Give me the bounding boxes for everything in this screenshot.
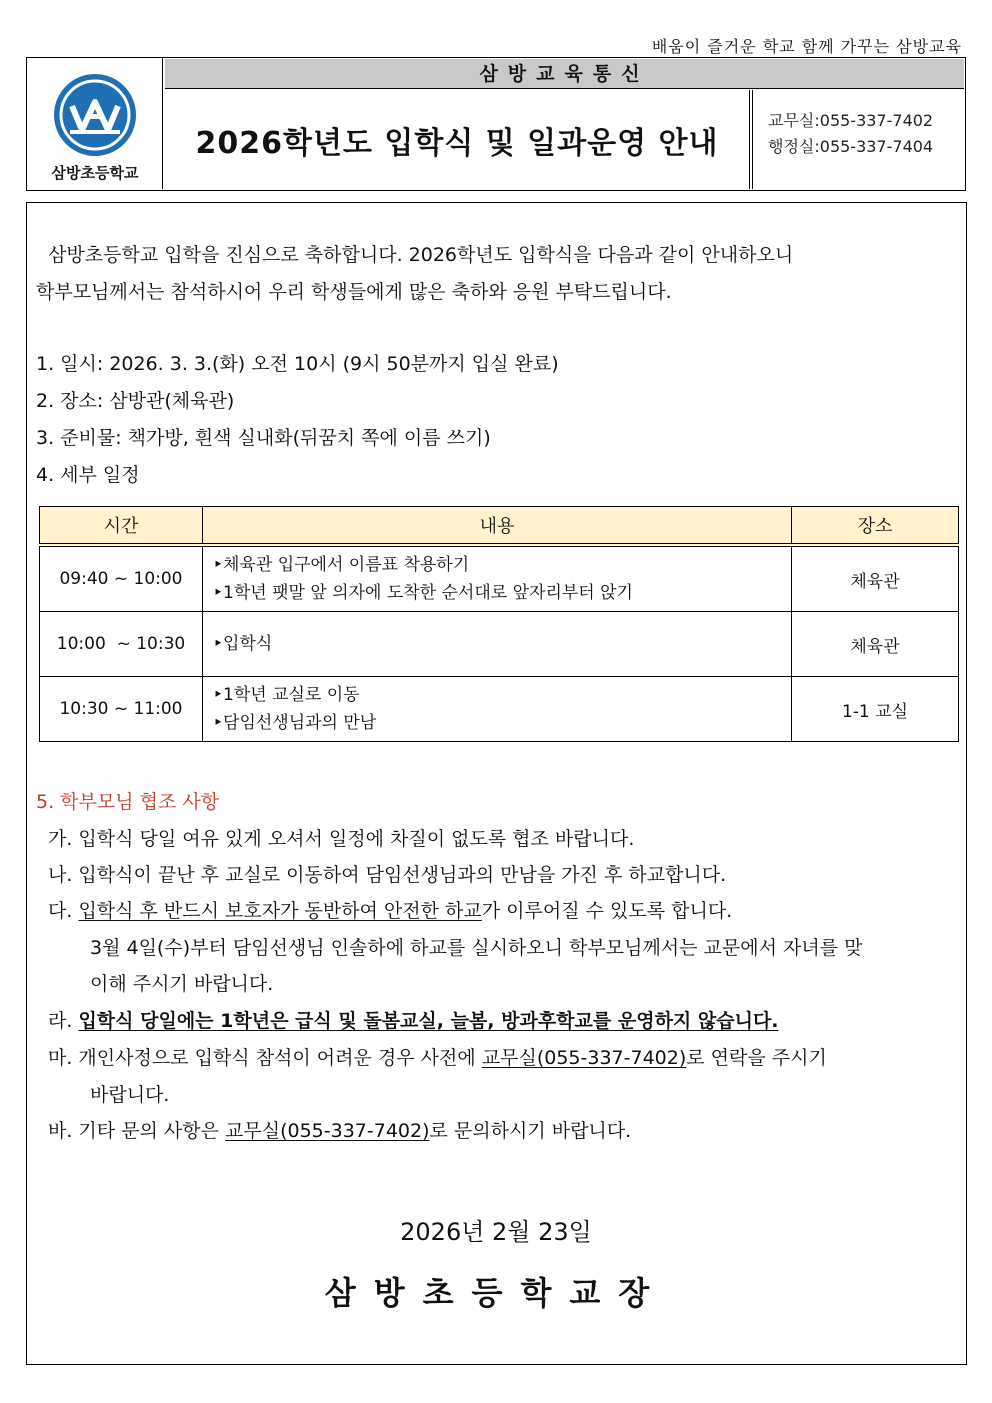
table-row [40,612,959,677]
table-row [40,677,959,742]
content-line: ‣1학년 팻말 앞 의자에 도착한 순서대로 앞자리부터 앉기 [213,583,633,603]
schedule-table [39,506,959,742]
notice-da-line3: 이해 주시기 바랍니다. [90,973,274,995]
admin-office-phone: 행정실:055-337-7404 [768,137,934,156]
content-line: ‣체육관 입구에서 이름표 착용하기 [213,555,470,575]
notice-ga: 가. 입학식 당일 여유 있게 오셔서 일정에 차질이 없도록 협조 바랍니다. [48,828,635,850]
notice-ba-rest: 로 문의하시기 바랍니다. [429,1120,632,1142]
schedule-header-row [40,507,959,546]
principal-signature: 삼방초등학교장 [324,1274,668,1312]
notice-ra-emphasis: 입학식 당일에는 1학년은 급식 및 돌봄교실, 늘봄, 방과후학교를 운영하지 않습니다. [78,1010,779,1032]
place-cell: 체육관 [792,545,959,612]
notice-ma-rest: 로 연락을 주시기 [686,1047,827,1069]
logo-cell [27,58,163,189]
section5-title: 5. 학부모님 협조 사항 [36,791,220,813]
item-place: 2. 장소: 삼방관(체육관) [36,390,235,412]
item-schedule: 4. 세부 일정 [36,464,140,486]
academic-office-phone: 교무실:055-337-7402 [768,111,934,130]
school-logo-icon [52,72,138,158]
item-supplies: 3. 준비물: 책가방, 흰색 실내화(뒤꿈치 쪽에 이름 쓰기) [36,427,491,449]
issue-date: 2026년 2월 23일 [400,1218,592,1246]
time-cell: 10:00 ~ 10:30 [40,612,203,677]
school-slogan: 배움이 즐거운 학교 함께 가꾸는 삼방교육 [651,37,962,56]
notice-na: 나. 입학식이 끝난 후 교실로 이동하여 담임선생님과의 만남을 가진 후 하교합니다. [48,864,727,886]
notice-ba [48,1113,631,1150]
intro-line-1: 삼방초등학교 입학을 진심으로 축하합니다. 2026학년도 입학식을 다음과 같이 안내하오니 [36,244,794,266]
contact-info [758,108,974,160]
notice-ma-prefix: 마. 개인사정으로 입학식 참석이 어려운 경우 사전에 [48,1047,482,1069]
notice-da-emphasis: 입학식 후 반드시 보호자가 동반하여 안전한 하교 [78,900,482,922]
notice-ma-line2: 바랍니다. [90,1084,170,1106]
content-cell [203,677,792,742]
notice-da-prefix: 다. [48,900,79,922]
notice-da [48,893,732,930]
school-name: 삼방초등학교 [51,164,139,182]
notice-da-line2: 3월 4일(수)부터 담임선생님 인솔하에 하교를 실시하오니 학부모님께서는 교문에서 자녀를 맞 [90,937,863,959]
newsletter-banner: 삼방교육통신 [165,59,964,89]
newsletter-header [26,57,966,191]
intro-line-2: 학부모님께서는 참석하시어 우리 학생들에게 많은 축하와 응원 부탁드립니다. [36,281,672,303]
place-cell: 1-1 교실 [792,677,959,742]
table-row [40,545,959,612]
header-content: 내용 [203,507,792,546]
document-title: 2026학년도 입학식 및 일과운영 안내 [165,90,753,189]
content-line: ‣담임선생님과의 만남 [213,713,377,733]
content-line: ‣1학년 교실로 이동 [213,685,360,705]
header-place: 장소 [792,507,959,546]
content-cell [203,545,792,612]
notice-ba-phone: 교무실(055-337-7402) [225,1120,430,1142]
time-cell: 09:40 ~ 10:00 [40,545,203,612]
content-line: ‣입학식 [213,634,273,654]
item-date: 1. 일시: 2026. 3. 3.(화) 오전 10시 (9시 50분까지 입실 완료) [36,353,559,375]
notice-ma [48,1040,827,1077]
notice-da-rest: 가 이루어질 수 있도록 합니다. [481,900,733,922]
intro-paragraph [36,237,956,311]
place-cell: 체육관 [792,612,959,677]
notice-ra [48,1003,779,1040]
header-time: 시간 [40,507,203,546]
notice-ma-phone: 교무실(055-337-7402) [481,1047,687,1069]
notice-ba-prefix: 바. 기타 문의 사항은 [48,1120,226,1142]
time-cell: 10:30 ~ 11:00 [40,677,203,742]
notice-ra-prefix: 라. [48,1010,79,1032]
content-cell [203,612,792,677]
